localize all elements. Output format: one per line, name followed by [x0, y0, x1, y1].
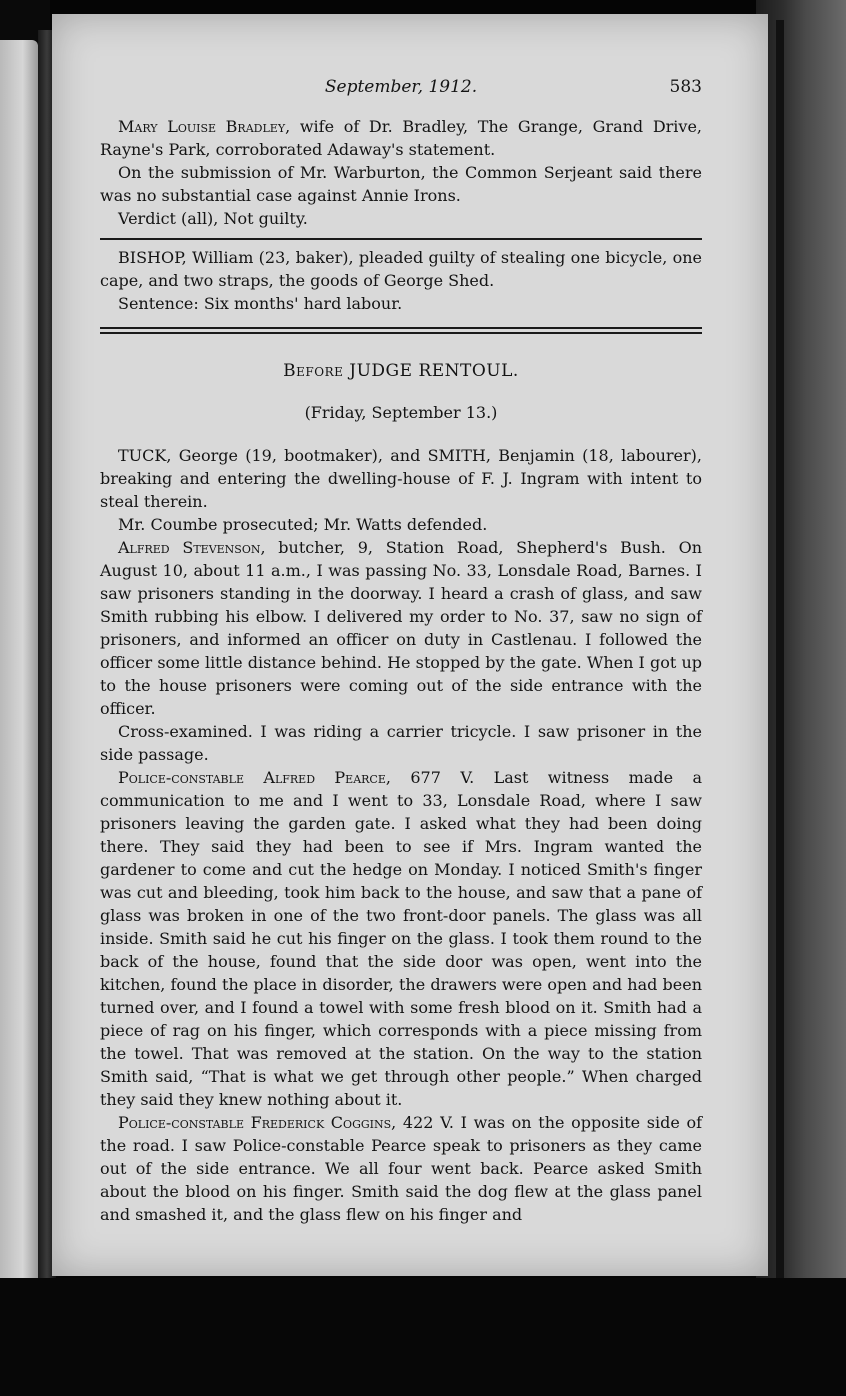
- rule-line: [100, 332, 702, 334]
- header-date: September, 1912.: [324, 77, 478, 97]
- paragraph-text: butcher, 9, Station Road, Shepherd's Bush. On August 10, about 11 a.m., I was passing No. 33, Lonsdale Road, Barnes. I saw prisoners standing in the doorway. I heard a crash of glass, and saw Smith rubbing his elbow. I delivered my order to No. 37, saw no sign of prisoners, and informed an officer on duty in Castlenau. I followed the officer some little distance behind. He stopped by the gate. When I got up to the house prisoners were coming out of the side entrance with the officer.: [100, 538, 702, 718]
- witness-name: Mary Louise Bradley,: [118, 117, 291, 136]
- paragraph-text: Sentence: Six months' hard labour.: [118, 294, 403, 313]
- witness-name: Alfred Stevenson,: [118, 538, 266, 557]
- paragraph-text: Cross-examined. I was riding a carrier tricycle. I saw prisoner in the side passage.: [100, 722, 702, 764]
- paragraph: [100, 444, 702, 513]
- paragraph: [100, 207, 702, 230]
- running-header: [100, 76, 702, 99]
- paragraph: [100, 1111, 702, 1226]
- witness-name: Police-constable Frederick Coggins,: [118, 1113, 397, 1132]
- paragraph: [100, 161, 702, 207]
- case-1-text: [100, 115, 702, 230]
- case-2-text: [100, 246, 702, 315]
- bottom-margin: [0, 1278, 846, 1396]
- heading-prefix: Before: [283, 361, 344, 381]
- heading-judge: JUDGE RENTOUL.: [343, 361, 519, 381]
- case-divider: [100, 238, 702, 240]
- book-page: [52, 14, 768, 1276]
- paragraph: [100, 246, 702, 292]
- edge-shadow: [776, 20, 784, 1320]
- paragraph: [100, 536, 702, 720]
- page-number: 583: [669, 77, 702, 97]
- paragraph-text: On the submission of Mr. Warburton, the Common Serjeant said there was no substantial case against Annie Irons.: [100, 163, 702, 205]
- paragraph-text: TUCK, George (19, bootmaker), and SMITH, Benjamin (18, labourer), breaking and entering the dwelling-house of F. J. Ingram with intent to steal therein.: [100, 446, 702, 511]
- section-heading: [100, 360, 702, 383]
- facing-page-edge: [0, 40, 38, 1300]
- paragraph-text: 677 V. Last witness made a communication to me and I went to 33, Lonsdale Road, where I saw prisoners leaving the garden gate. I asked what they had been doing there. They said they had been to see if Mrs. Ingram wanted the gardener to come and cut the hedge on Monday. I noticed Smith's finger was cut and bleeding, took him back to the house, and saw that a pane of glass was broken in one of the two front-door panels. The glass was all inside. Smith said he cut his finger on the glass. I took them round to the back of the house, found that the side door was open, went into the kitchen, found the place in disorder, the drawers were open and had been turned over, and I found a towel with some fresh blood on it. Smith had a piece of rag on his finger, which corresponds with a piece missing from the towel. That was removed at the station. On the way to the station Smith said, “That is what we get through other people.” When charged they said they knew nothing about it.: [100, 768, 702, 1109]
- paragraph: [100, 292, 702, 315]
- paragraph: [100, 720, 702, 766]
- paragraph-text: 422 V. I was on the opposite side of the road. I saw Police-constable Pearce speak to prisoners as they came out of the side entrance. We all four went back. Pearce asked Smith about the blood on his finger. Smith said the dog flew at the glass panel and smashed it, and the glass flew on his finger and: [100, 1113, 702, 1224]
- section-divider: [100, 327, 702, 334]
- witness-name: Police-constable Alfred Pearce,: [118, 768, 391, 787]
- paragraph: [100, 766, 702, 1111]
- paragraph: [100, 513, 702, 536]
- paragraph-text: Mr. Coumbe prosecuted; Mr. Watts defended.: [118, 515, 488, 534]
- paragraph: [100, 115, 702, 161]
- right-page-edges: [756, 0, 846, 1396]
- page-content: [100, 76, 702, 1226]
- section-date: (Friday, September 13.): [304, 403, 498, 422]
- paragraph-text: wife of Dr. Bradley, The Grange, Grand Drive, Rayne's Park, corroborated Adaway's statement.: [100, 117, 703, 159]
- rule-line: [100, 327, 702, 329]
- case-3-text: [100, 444, 702, 1226]
- paragraph-text: BISHOP, William (23, baker), pleaded guilty of stealing one bicycle, one cape, and two straps, the goods of George Shed.: [100, 248, 702, 290]
- paragraph-text: Verdict (all), Not guilty.: [118, 209, 308, 228]
